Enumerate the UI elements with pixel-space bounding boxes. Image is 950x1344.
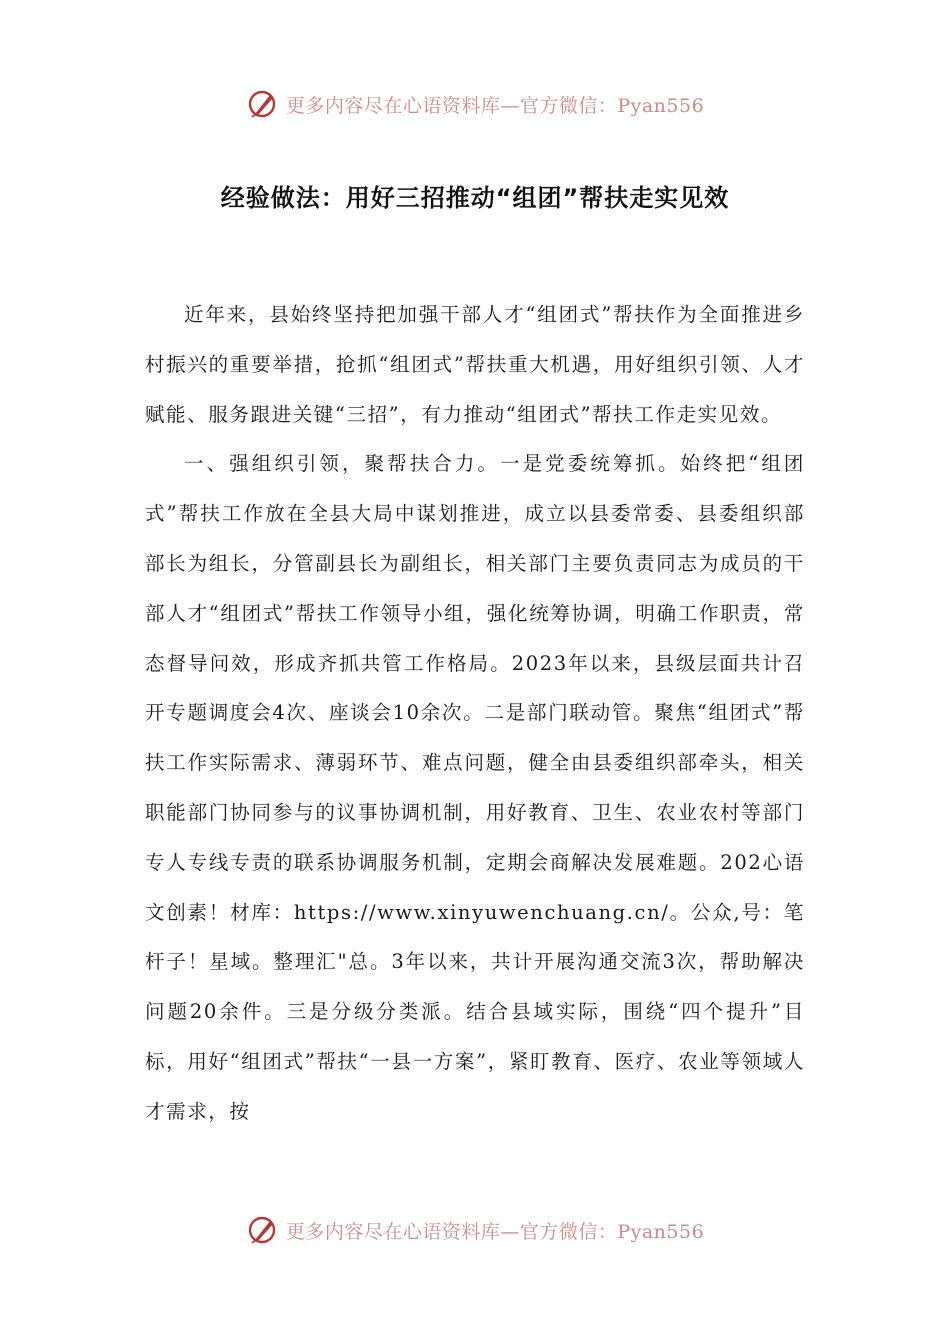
watermark-text: 更多内容尽在心语资料库—官方微信：Pyan556: [285, 1220, 705, 1243]
quill-logo-icon: [246, 87, 280, 121]
watermark-text: 更多内容尽在心语资料库—官方微信：Pyan556: [285, 94, 705, 117]
watermark-banner-bottom: [0, 1210, 950, 1250]
document-body: [145, 290, 805, 1137]
body-paragraph: 近年来，县始终坚持把加强干部人才“组团式”帮扶作为全面推进乡村振兴的重要举措，抢抓“组团式”帮扶重大机遇，用好组织引领、人才赋能、服务跟进关键“三招”，有力推动“组团式”帮扶工作走实见效。: [145, 303, 805, 426]
document-title: 经验做法：用好三招推动“组团”帮扶走实见效: [220, 184, 730, 212]
watermark-banner-top: [0, 84, 950, 124]
quill-logo-icon: [246, 1213, 280, 1247]
body-paragraph: 一、强组织引领，聚帮扶合力。一是党委统筹抓。始终把“组团式”帮扶工作放在全县大局中谋划推进，成立以县委常委、县委组织部部长为组长，分管副县长为副组长，相关部门主要负责同志为成员的干部人才“组团式”帮扶工作领导小组，强化统筹协调，明确工作职责，常态督导问效，形成齐抓共管工作格局。2023年以来，县级层面共计召开专题调度会4次、座谈会10余次。二是部门联动管。聚焦“组团式”帮扶工作实际需求、薄弱环节、难点问题，健全由县委组织部牵头，相关职能部门协同参与的议事协调机制，用好教育、卫生、农业农村等部门专人专线专责的联系协调服务机制，定期会商解决发展难题。202心语文创素！材库：https://www.xinyuwenchuang.cn/。公众,号：笔杆子！星域。整理汇"总。3年以来，共计开展沟通交流3次，帮助解决问题20余件。三是分级分类派。结合县域实际，围绕“四个提升”目标，用好“组团式”帮扶“一县一方案”，紧盯教育、医疗、农业等领域人才需求，按: [145, 452, 805, 1123]
